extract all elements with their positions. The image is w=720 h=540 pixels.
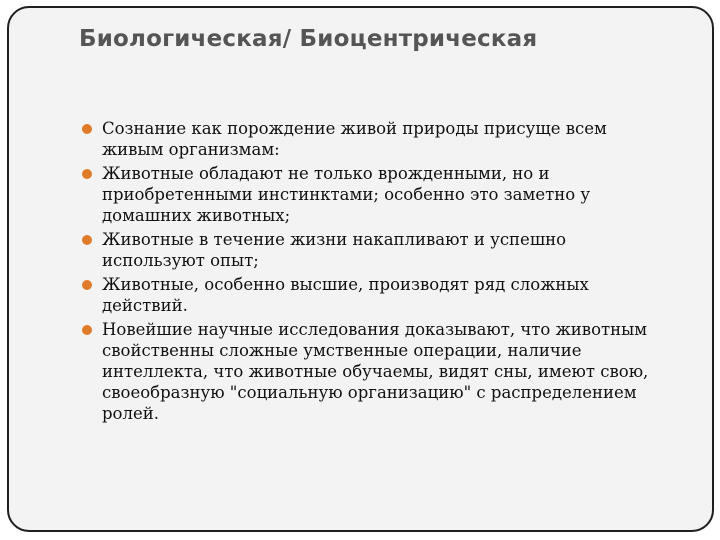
bullet-text: Новейшие научные исследования доказывают, что животным свойственны сложные умственные операции, наличие интеллекта, что животные обучаемы, видят сны, имеют свою, своеобразную "социальную организацию" с распределением ролей. bbox=[102, 320, 649, 423]
bullet-list bbox=[80, 118, 670, 427]
bullet-text: Животные в течение жизни накапливают и успешно используют опыт; bbox=[102, 230, 567, 270]
bullet-item bbox=[80, 229, 670, 271]
slide-title: Биологическая/ Биоцентрическая bbox=[79, 26, 538, 52]
bullet-dot-icon bbox=[82, 124, 92, 134]
bullet-dot-icon bbox=[82, 169, 92, 179]
bullet-item bbox=[80, 163, 670, 226]
bullet-text: Животные, особенно высшие, производят ряд сложных действий. bbox=[102, 275, 589, 315]
bullet-dot-icon bbox=[82, 280, 92, 290]
bullet-text: Сознание как порождение живой природы присуще всем живым организмам: bbox=[102, 119, 607, 159]
bullet-item bbox=[80, 274, 670, 316]
bullet-text: Животные обладают не только врожденными, но и приобретенными инстинктами; особенно это заметно у домашних животных; bbox=[102, 164, 591, 225]
bullet-dot-icon bbox=[82, 325, 92, 335]
bullet-dot-icon bbox=[82, 235, 92, 245]
bullet-item bbox=[80, 118, 670, 160]
bullet-item bbox=[80, 319, 670, 424]
